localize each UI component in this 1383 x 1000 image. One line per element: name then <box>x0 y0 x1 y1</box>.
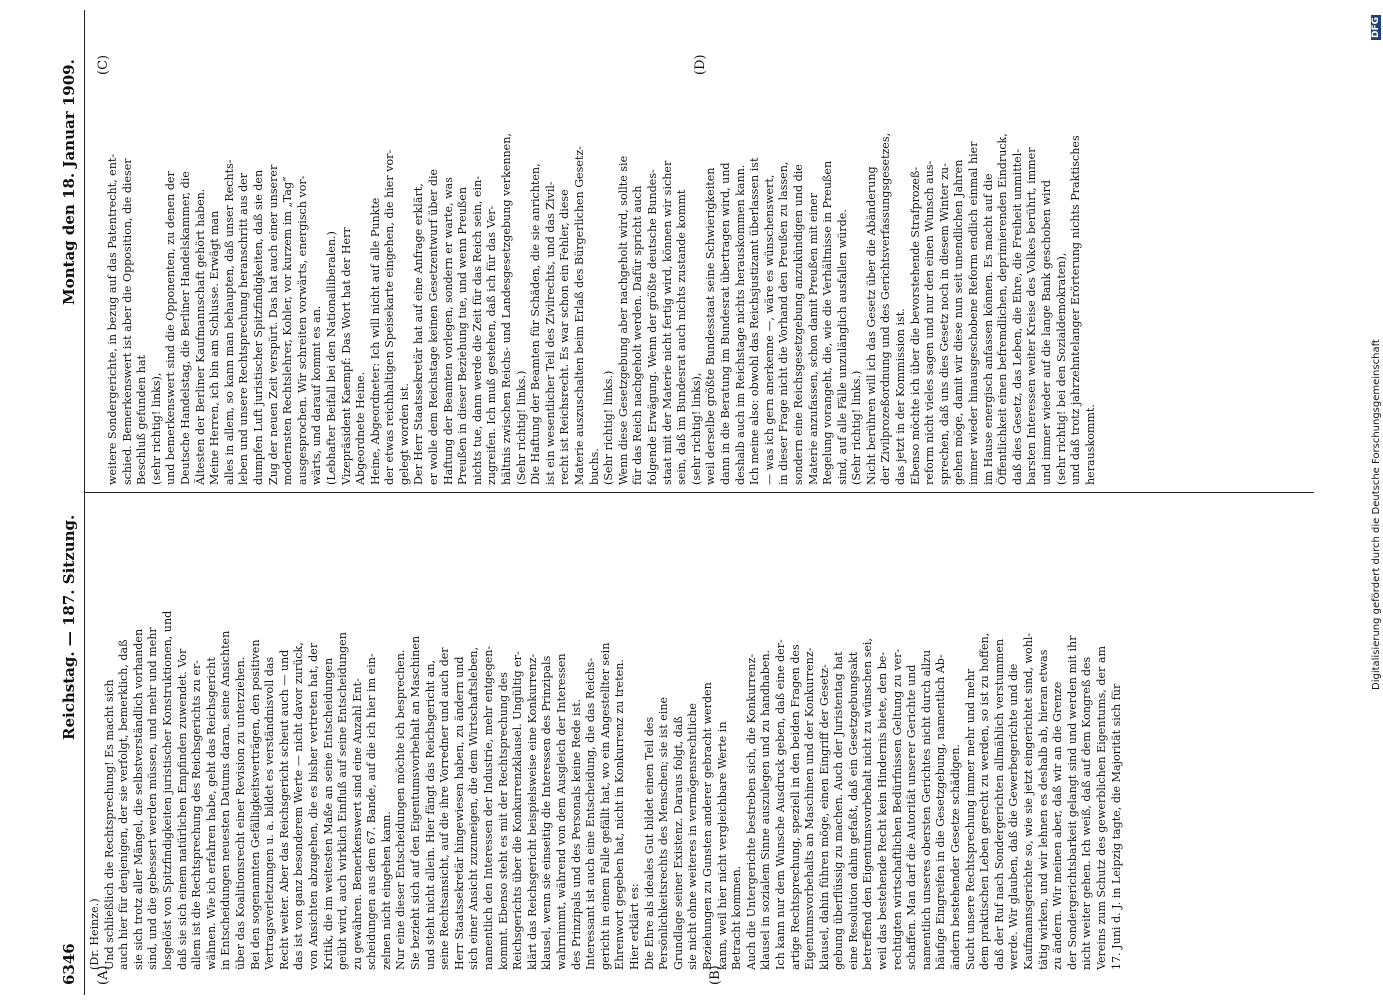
right-column-line: dumpfen Luft juristischer Spitzfindigkeiten, daß sie den <box>251 169 265 485</box>
right-column-line: schied. Bemerkenswert ist aber die Opposition, die dieser <box>120 158 134 485</box>
right-column-line: Zug der neuen Zeit verspürt. Das hat auch einer unserer <box>266 164 280 485</box>
left-column-line: auch hier für denjenigen, der sie verfolgt, bemerklich, daß <box>117 639 131 970</box>
left-column-line: scheidungen aus dem 67. Bande, auf die ich hier im ein- <box>365 653 379 970</box>
right-column-line: (Sehr richtig! links.) <box>850 370 864 485</box>
left-column-line: sich einer Ansicht zuzuneigen, die dem Wirtschaftsleben, <box>467 647 481 970</box>
right-column-line: er wolle dem Reichstage keinen Gesetzentwurf über die <box>427 168 441 485</box>
right-column-line: Ältesten der Berliner Kaufmannschaft gehört haben. <box>193 188 207 485</box>
right-column-line: Haftung der Beamten vorlegen, sondern er warte, was <box>441 177 455 485</box>
left-column-line: Persönlichkeitsrechts des Menschen; sie ist eine <box>657 696 671 970</box>
left-column-line: 17. Juni d. J. in Leipzig tagte, die Majorität sich für <box>1109 683 1123 970</box>
left-column-line: dem praktischen Leben gerecht zu werden, so ist zu hoffen, <box>978 632 992 970</box>
left-column-line: schaffen. Man darf die Autorität unserer Gerichte und <box>905 664 919 970</box>
left-column-line: tätig wirken, und wir lehnen es deshalb ab, hieran etwas <box>1036 649 1050 970</box>
left-column-line: weil das bestehende Recht kein Hindernis biete, den be- <box>876 651 890 970</box>
left-column-line: daß sie sich einem natürlichen Empfinden zuwendet. Vor <box>175 648 189 970</box>
left-column-line: von Ansichten abzugehen, die es bisher vertreten hat, der <box>306 642 320 970</box>
left-column-line: zu gewähren. Bemerkenswert sind eine Anzahl Ent- <box>350 678 364 970</box>
right-column-line: alles in allem, so kann man behaupten, daß unser Rechts- <box>222 159 236 485</box>
right-column-line: Die Haftung der Beamten für Schäden, die sie anrichten, <box>529 163 543 485</box>
right-column-line: Meine Herren, ich bin am Schlusse. Erwägt man <box>208 210 222 485</box>
right-column-line: deshalb auch im Reichstage nichts herauskommen kann. <box>733 164 747 485</box>
left-column-line: gebung überflüssig zu machen. Auch der Juristentag hat <box>832 651 846 970</box>
left-column-line: Grundlage seiner Existenz. Daraus folgt, daß <box>671 716 685 970</box>
right-column-line: nichts tue, dann werde die Zeit für das Reich sein, ein- <box>470 176 484 485</box>
left-column-line: Sie bezieht sich auf den Eigentumsvorbehalt an Maschinen <box>409 635 423 970</box>
left-column-line: werde. Wir glauben, daß die Gewerbegerichte und die <box>1007 663 1021 970</box>
right-column-line: sind, auf alle Fälle unzulänglich ausfallen würde. <box>835 209 849 485</box>
right-column-line: (sehr richtig! links), <box>149 372 163 485</box>
left-column-line: Nur eine dieser Entscheidungen möchte ich besprechen. <box>394 649 408 970</box>
left-column-line: Bei den sogenannten Gefälligkeitsverträgen, den positiven <box>248 639 262 970</box>
right-column-line: ist ein wesentlicher Teil des Zivilrechts, und das Zivil- <box>543 181 557 485</box>
left-column-line: ändern bestehender Gesetze schädigen. <box>949 744 963 970</box>
margin-letter-d: (D) <box>693 54 708 75</box>
left-column-line: Ich kann nur dem Wunsche Ausdruck geben, daß eine der- <box>773 639 787 970</box>
left-column-line: daß der Ruf nach Sondergerichten allmählich verstummen <box>992 638 1006 970</box>
left-column-line: Herr Staatssekretär hingewiesen haben, zu ändern und <box>452 656 466 970</box>
left-column-line: sie sich trotz aller Mängel, die selbstverständlich vorhanden <box>131 628 145 970</box>
left-column <box>88 508 1124 970</box>
left-column-line: Vertragsverletzungen u. a. bildet es verständnisvoll das <box>263 656 277 970</box>
right-column-line: und daß trotz jahrzehntelanger Erörterung nichts Praktisches <box>1069 135 1083 485</box>
left-column-line: in Entscheidungen neuesten Datums daran, seine Ansichten <box>219 630 233 970</box>
right-column-line: (sehr richtig! bei den Sozialdemokraten), <box>1054 252 1068 485</box>
left-column-line: artige Rechtsprechung, speziell in den beiden Fragen des <box>788 644 802 970</box>
column-separator <box>84 492 1314 493</box>
left-column-line: Hier erklärt es: <box>627 883 641 970</box>
right-column-line: und immer wieder auf die lange Bank geschoben wird <box>1040 180 1053 485</box>
digitisation-strip <box>1371 0 1383 1000</box>
left-column-line: der Sondergerichtsbarkeit gelangt sind und werden mit ihr <box>1065 635 1079 970</box>
right-column-line: Deutsche Handelstag, die Berliner Handelskammer, die <box>178 171 192 485</box>
left-column-line: Und schließlich die Rechtsprechung! Es macht sich <box>102 679 116 970</box>
left-column-line: geübt wird, auch wirklich Einfluß auf seine Entscheidungen <box>336 632 350 970</box>
left-column-line: Ehrenwort gegeben hat, nicht in Konkurrenz zu treten. <box>613 659 627 970</box>
left-column-line: kann, weil hier nicht vergleichbare Werte in <box>715 721 729 970</box>
right-column-line: Ebenso möchte ich über die bevorstehende Strafprozeß- <box>908 166 922 485</box>
left-column-line: wahrnimmt, während von dem Ausgleich der Interessen <box>555 653 568 970</box>
right-column-line: Wenn diese Gesetzgebung aber nachgeholt wird, sollte sie <box>616 155 630 485</box>
left-column-line: Recht weiter. Aber das Reichsgericht scheut auch — und <box>277 649 291 970</box>
left-column-line: klausel in sozialem Sinne auszulegen und zu handhaben. <box>759 649 773 970</box>
right-column-line: Ich meine also: obwohl das Reichsjustizamt überlassen ist <box>748 157 762 485</box>
left-column-line: Eigentumsvorbehalts an Maschinen und der Konkurrenz- <box>803 647 817 970</box>
right-column-line: Nicht berühren will ich das Gesetz über die Abänderung <box>864 166 878 485</box>
left-column-line: und steht nicht allein. Hier fängt das Reichsgericht an, <box>423 660 437 970</box>
left-column-line: Kaufmannsgerichte so, wie sie jetzt eingerichtet sind, wohl- <box>1022 632 1035 970</box>
margin-letter-c: (C) <box>96 54 111 75</box>
left-column-line: Die Ehre als ideales Gut bildet einen Teil des <box>642 716 656 970</box>
right-column-line: buchs. <box>587 448 601 485</box>
right-column-line: reform nicht vieles sagen und nur den einen Wunsch aus- <box>923 160 937 485</box>
header-rule <box>84 10 85 995</box>
dfg-credit-text: Digitalisierung gefördert durch die Deutsche Forschungsgemeinschaft <box>1371 339 1382 690</box>
left-column-line: sind, und die gebessert werden müssen, und mehr und mehr <box>146 627 160 970</box>
right-column-line: ausgesprochen. Wir schreiten vorwärts, energisch vor- <box>295 175 309 485</box>
left-column-line: über das Koalitionsrecht einer Revision zu unterziehen. <box>233 656 247 970</box>
left-column-line: klausel, wenn sie einseitig die Interessen des Prinzipals <box>540 655 554 970</box>
left-column-line: Reichsgerichts über die Konkurrenzklausel. Ungültig er- <box>511 651 525 970</box>
right-column-line: folgende Erwägung. Wenn der größte deutsche Bundes- <box>645 169 659 485</box>
right-column-line: zugreifen. Ich muß gestehen, daß ich für das Ver- <box>485 205 499 485</box>
right-column-line: im Hause energisch anfassen können. Es macht auf die <box>981 173 995 485</box>
left-column-line: zelnen nicht eingehen kann. <box>379 811 393 970</box>
right-column-line: Öffentlichkeit einen befremdlichen, deprimierenden Eindruck, <box>996 133 1010 485</box>
left-column-line: Beziehungen zu Gunsten anderer gebracht werden <box>700 682 714 970</box>
left-column-line: eine Resolution dahin gefaßt, daß ein Gesetzgebungsakt <box>846 651 860 970</box>
left-column-line: betreffend den Eigentumsvorbehalt nicht zu wünschen sei, <box>861 638 875 970</box>
right-column-line: herauskommt. <box>1083 404 1097 485</box>
margin-letter-a: (A) <box>96 965 111 985</box>
page-number: 6346 <box>60 943 78 985</box>
left-column-line: klärt das Reichsgericht beispielsweise eine Konkurrenz- <box>525 653 539 970</box>
right-column-line: (Sehr richtig! links.) <box>602 370 616 485</box>
right-column-line: weitere Sondergerichte, in bezug auf das Patentrecht, ent- <box>106 153 119 485</box>
right-column-line: in dieser Frage nicht die Vorhand den Preußen zu lassen, <box>777 161 791 485</box>
right-column <box>106 23 1098 485</box>
left-column-line: sie nicht ohne weiteres in vermögensrechtliche <box>686 703 700 970</box>
right-column-line: barsten Interessen weiter Kreise des Volkes berührt, immer <box>1025 147 1039 485</box>
left-column-line: rechtigten wirtschaftlichen Bedürfnissen Geltung zu ver- <box>890 648 904 970</box>
header-left-title: Reichstag. — 187. Sitzung. <box>60 514 78 740</box>
right-column-line: (Lebhafter Beifall bei den Nationalliberalen.) <box>324 231 338 485</box>
right-column-line: Heine, Abgeordneter: Ich will nicht auf alle Punkte <box>368 197 382 485</box>
left-column-line: allem ist die Rechtsprechung des Reichsgerichts zu er- <box>190 659 204 970</box>
right-column-line: gelegt worden ist. <box>397 383 411 485</box>
dfg-badge: DFG <box>1371 16 1381 38</box>
right-column-line: Der Herr Staatssekretär hat auf eine Anfrage erklärt, <box>412 183 426 485</box>
right-column-line: immer wieder hinausgeschobene Reform endlich einmal hier <box>967 141 981 485</box>
left-column-line: Vereins zum Schutz des gewerblichen Eigentums, der am <box>1094 646 1108 970</box>
right-column-line: staat mit der Materie nicht fertig wird, können wir sicher <box>660 160 674 485</box>
left-column-line: Kritik, die im weitesten Maße an seine Entscheidungen <box>321 657 335 970</box>
left-column-line: (Dr. Heinze.) <box>88 898 101 970</box>
left-column-line: seine Rechtsansicht, auf die ihre Vorredner und auch der <box>438 647 452 970</box>
right-column-line: der etwas reichhaltigen Speisekarte eingehen, die hier vor- <box>383 149 397 485</box>
left-column-line: das ist von ganz besonderem Werte — nicht davor zurück, <box>292 642 306 970</box>
header-right-title: Montag den 18. Januar 1909. <box>60 59 78 305</box>
right-column-line: modernsten Rechtslehrer, Kohler, vor kurzem im „Tag“ <box>281 176 295 485</box>
left-column-line: häufige Eingreifen in die Gesetzgebung, namentlich Ab- <box>934 654 948 970</box>
right-column-line: das jetzt in der Kommission ist. <box>894 308 908 485</box>
right-column-line: Beschluß gefunden hat <box>135 354 149 485</box>
right-column-line: wärts, und darauf kommt es an. <box>310 305 324 485</box>
right-column-line: hältnis zwischen Reichs- und Landesgesetzgebung verkennen, <box>500 133 514 485</box>
left-column-line: Interessant ist auch eine Entscheidung, die das Reichs- <box>584 657 598 970</box>
right-column-line: leben und unsere Rechtsprechung heranschritt aus der <box>237 172 251 485</box>
right-column-line: Regelung vorangeht, die, wie die Verhältnisse in Preußen <box>821 160 835 485</box>
right-column-line: recht ist Reichsrecht. Es war schon ein Fehler, diese <box>558 189 572 485</box>
right-column-line: weil derselbe größte Bundesstaat seine Schwierigkeiten <box>704 167 718 485</box>
right-column-line: dann in die Beratung im Bundesrat übertragen wird, und <box>718 162 732 485</box>
left-column-line: des Prinzipals und des Personals keine Rede ist. <box>569 698 583 970</box>
right-column-line: sein, daß im Bundesrat auch nichts zustande kommt <box>675 189 689 485</box>
right-column-line: Materie anzufassen, schon damit Preußen mit einer <box>806 192 820 485</box>
left-column-line: losgelöst von Spitzfindigkeiten juristischer Konstruktionen, und <box>160 610 174 970</box>
left-column-line: wähnen. Wie ich erfahren habe, geht das Reichsgericht <box>204 657 218 970</box>
left-column-line: namentlich den Interessen der Industrie, mehr entgegen- <box>482 645 496 970</box>
left-column-line: klausel, dahin führen möge, einen Eingriff der Gesetz- <box>817 664 831 970</box>
right-column-line: Preußen in dieser Beziehung tue, und wenn Preußen <box>456 187 470 485</box>
right-column-line: sprechen, daß uns dies Gesetz noch in diesem Winter zu- <box>937 163 951 485</box>
left-column-line: gericht in einem Falle gefällt hat, wo ein Angestellter sein <box>598 642 612 970</box>
left-column-line: zu ändern. Wir meinen aber, daß wir an die Grenze <box>1051 681 1065 970</box>
left-column-line: Betracht kommen. <box>730 865 744 970</box>
right-column-line: der Zivilprozeßordnung und des Gerichtsverfassungsgesetzes, <box>879 132 893 485</box>
right-column-line: Vizepräsident Kaempf: Das Wort hat der Herr <box>339 227 353 485</box>
left-column-line: namentlich unseres obersten Gerichtes nicht durch allzu <box>919 649 933 970</box>
right-column-line: und bemerkenswert sind die Opponenten, zu denen der <box>164 171 178 485</box>
left-column-line: kommt. Ebenso steht es mit der Rechtsprechung des <box>496 672 510 970</box>
right-column-line: Abgeordnete Heine. <box>354 371 368 485</box>
left-column-line: nicht weiter gehen. Ich weiß, daß auf dem Kongreß des <box>1080 656 1094 970</box>
margin-letter-b: (B) <box>708 965 723 985</box>
right-column-line: sondern eine Reichsgesetzgebung anzukündigen und die <box>791 164 805 485</box>
right-column-line: Materie auszuschalten beim Erlaß des Bürgerlichen Gesetz- <box>573 146 586 485</box>
right-column-line: für das Reich nachgeholt werden. Dafür spricht auch <box>631 185 645 485</box>
right-column-line: gehen möge, damit wir diese nun seit unendlichen Jahren <box>952 159 966 485</box>
right-column-line: daß dies Gesetz, das Leben, die Ehre, die Freiheit unmittel- <box>1010 149 1024 485</box>
left-column-line: Sucht unsere Rechtsprechung immer mehr und mehr <box>963 668 977 970</box>
right-column-line: (sehr richtig! links), <box>689 372 703 485</box>
right-column-line: (Sehr richtig! links.) <box>514 370 528 485</box>
right-column-line: — was ich gern anerkenne —, wäre es wünschenswert, <box>762 174 776 485</box>
left-column-line: Auch die Untergerichte bestreben sich, die Konkurrenz- <box>744 653 758 970</box>
